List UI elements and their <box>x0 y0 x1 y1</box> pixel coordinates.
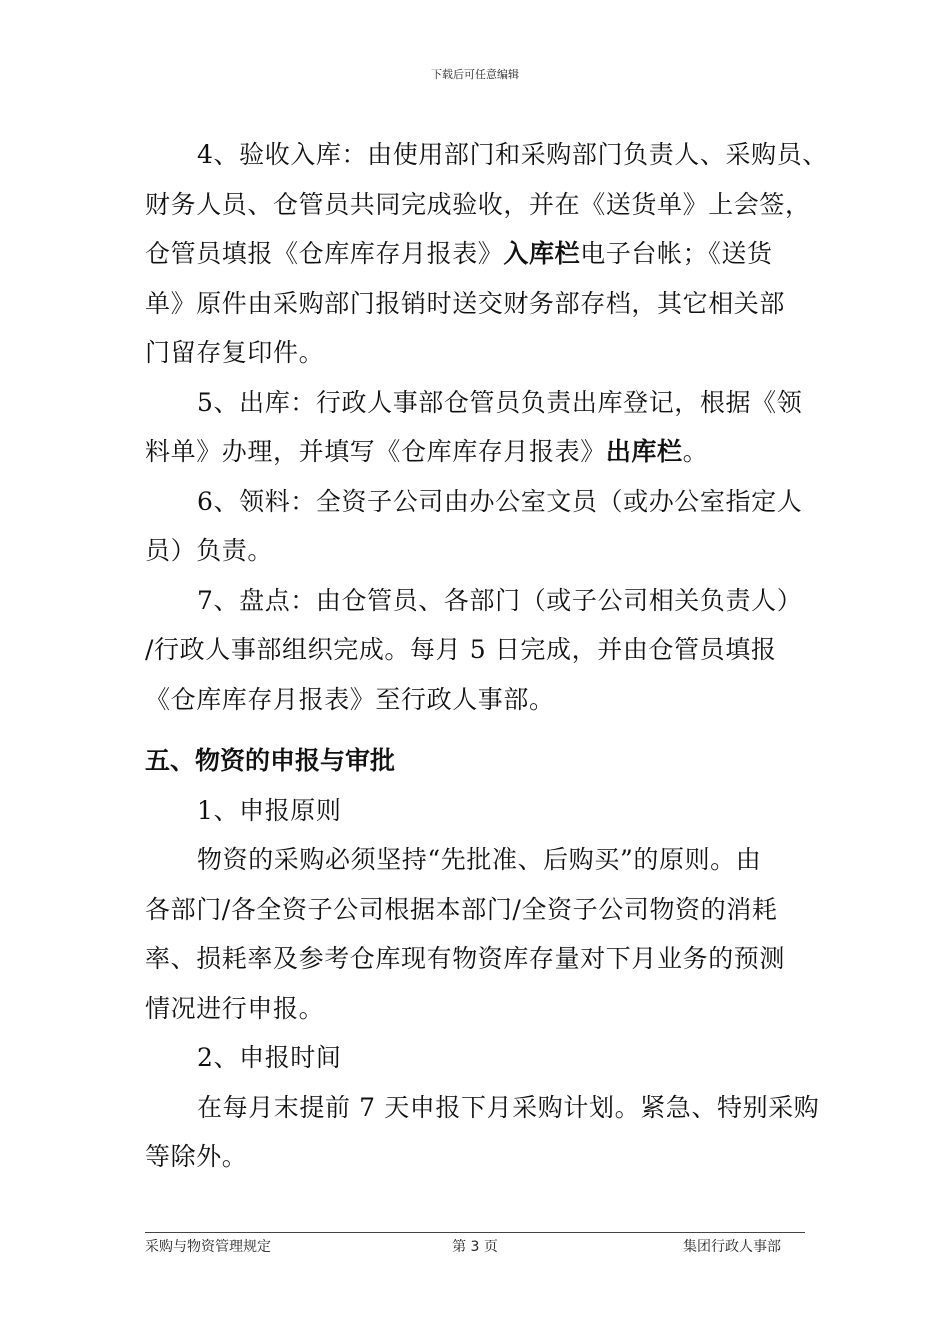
paragraph-line: 门留存复印件。 <box>145 338 325 367</box>
item-5-outbound <box>145 378 813 477</box>
paragraph-line: 员）负责。 <box>145 536 274 565</box>
footer-page-number: 第 3 页 <box>452 1239 498 1255</box>
paragraph-line: 单》原件由采购部门报销时送交财务部存档，其它相关部 <box>145 288 786 318</box>
text-span: 仓管员填报《仓库库存月报表》 <box>145 239 504 268</box>
footer-document-title: 采购与物资管理规定 <box>145 1239 271 1255</box>
paragraph-line: 财务人员、仓管员共同完成验收，并在《送货单》上会签， <box>145 189 811 219</box>
paragraph-line <box>145 229 813 279</box>
text-span: 料单》办理，并填写《仓库库存月报表》 <box>145 437 606 466</box>
paragraph-line: /行政人事部组织完成。每月 5 日完成，并由仓管员填报 <box>145 635 777 664</box>
paragraph-line: 7、盘点：由仓管员、各部门（或子公司相关负责人） <box>197 585 803 615</box>
document-body <box>145 130 828 1182</box>
section-heading: 五、物资的申报与审批 <box>145 746 396 775</box>
paragraph-line: 《仓库库存月报表》至行政人事部。 <box>145 684 555 714</box>
paragraph-line: 在每月末提前 7 天申报下月采购计划。紧急、特别采购 <box>197 1092 820 1122</box>
paragraph-line: 5、出库：行政人事部仓管员负责出库登记，根据《领 <box>197 387 803 417</box>
footer-department: 集团行政人事部 <box>683 1239 781 1255</box>
item-4-acceptance <box>145 130 828 378</box>
item-6-requisition <box>145 477 813 576</box>
outbound-column-label: 出库栏 <box>605 437 683 466</box>
paragraph-line: 等除外。 <box>145 1142 248 1171</box>
text-span: 电子台帐；《送货 <box>580 239 773 268</box>
subsection-title: 1、申报原则 <box>197 795 342 825</box>
footer-divider <box>145 1232 805 1233</box>
subsection-reporting-principle <box>145 786 813 1034</box>
header-note: 下载后可任意编辑 <box>431 68 519 81</box>
text-span: 。 <box>682 437 709 466</box>
paragraph-line: 率、损耗率及参考仓库现有物资库存量对下月业务的预测 <box>145 944 786 973</box>
subsection-reporting-time <box>145 1033 820 1182</box>
paragraph-line <box>145 427 813 477</box>
subsection-title: 2、申报时间 <box>197 1043 342 1072</box>
inbound-column-label: 入库栏 <box>503 239 581 268</box>
paragraph-line: 情况进行申报。 <box>145 993 325 1023</box>
paragraph-line: 6、领料：全资子公司由办公室文员（或办公室指定人 <box>197 486 803 516</box>
item-7-inventory-count <box>145 576 813 725</box>
paragraph-line: 各部门/各全资子公司根据本部门/全资子公司物资的消耗 <box>145 894 778 924</box>
paragraph-line: 物资的采购必须坚持“先批准、后购买”的原则。由 <box>197 845 762 874</box>
paragraph-line: 4、验收入库：由使用部门和采购部门负责人、采购员、 <box>197 140 828 169</box>
